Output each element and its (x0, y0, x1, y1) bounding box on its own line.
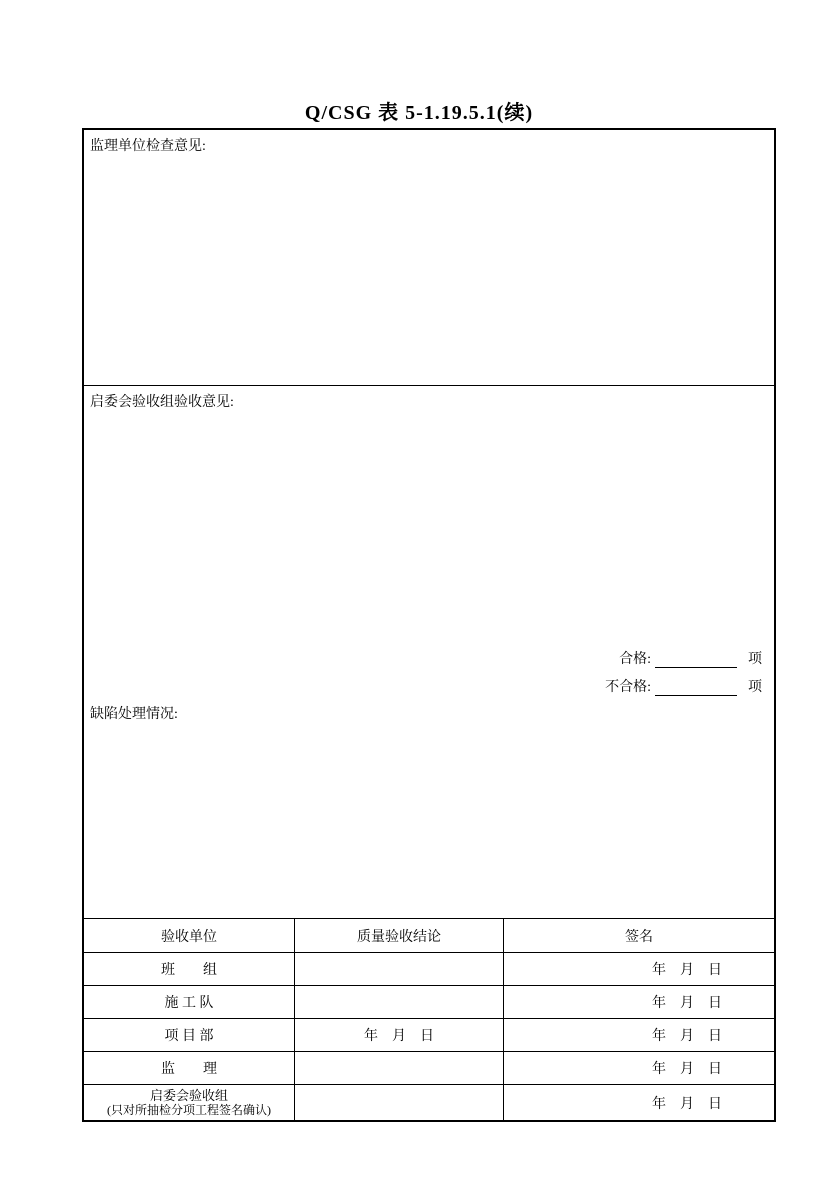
signature-table (84, 919, 774, 1120)
unqualified-label: 不合格: (605, 680, 651, 695)
signature-table-header-row (84, 919, 774, 952)
table-row-project-dept (84, 1018, 774, 1051)
row-signature-date: 年 月 日 (652, 1029, 722, 1044)
column-header-acceptance-unit: 验收单位 (84, 919, 295, 952)
qualified-label: 合格: (619, 652, 651, 667)
row-signature-date: 年 月 日 (652, 963, 722, 978)
committee-opinion-section (84, 386, 774, 919)
row-conclusion-cell (295, 986, 504, 1018)
supervision-opinion-section (84, 130, 774, 386)
row-conclusion-cell (295, 1052, 504, 1084)
unqualified-blank-line (655, 679, 737, 696)
table-row-construction-crew (84, 985, 774, 1018)
row-signature-date: 年 月 日 (652, 1062, 722, 1077)
table-row-supervisor (84, 1051, 774, 1084)
row-unit-label: 施 工 队 (84, 986, 295, 1018)
unqualified-row (605, 676, 762, 696)
row-unit-label: 项 目 部 (84, 1019, 295, 1051)
defect-handling-label: 缺陷处理情况: (90, 707, 178, 722)
table-row-acceptance-group (84, 1084, 774, 1120)
row-conclusion-date: 年 月 日 (295, 1019, 504, 1051)
unqualified-unit-label: 项 (748, 680, 762, 695)
row-unit-label: 班 组 (84, 953, 295, 985)
row-signature-date: 年 月 日 (652, 1096, 722, 1112)
row-unit-label-group (84, 1085, 295, 1120)
acceptance-group-note: (只对所抽检分项工程签名确认) (107, 1103, 271, 1118)
committee-opinion-label: 启委会验收组验收意见: (90, 395, 234, 410)
form-table (82, 128, 776, 1122)
column-header-signature: 签名 (625, 929, 653, 945)
qualified-unit-label: 项 (748, 652, 762, 667)
supervision-opinion-label: 监理单位检查意见: (90, 139, 206, 154)
row-signature-date: 年 月 日 (652, 996, 722, 1011)
qualified-blank-line (655, 651, 737, 668)
column-header-quality-conclusion: 质量验收结论 (295, 919, 504, 952)
acceptance-group-name: 启委会验收组 (149, 1087, 228, 1103)
row-conclusion-cell (295, 1085, 504, 1120)
form-title: Q/CSG 表 5-1.19.5.1(续) (304, 102, 534, 124)
qualified-row (619, 648, 762, 668)
row-unit-label: 监 理 (84, 1052, 295, 1084)
table-row-team (84, 952, 774, 985)
row-conclusion-cell (295, 953, 504, 985)
